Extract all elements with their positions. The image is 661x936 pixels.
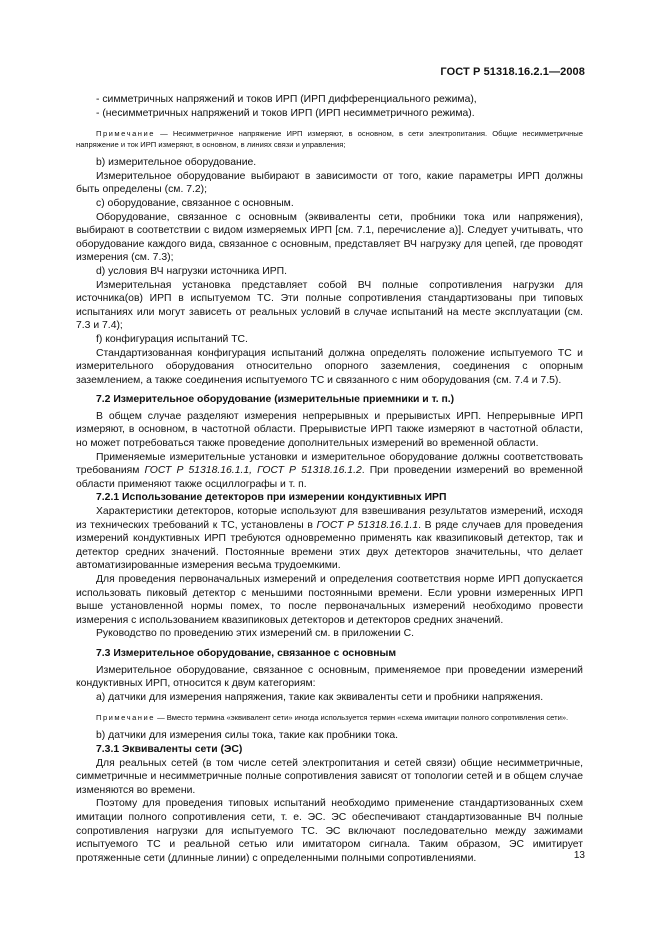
section-7-3-1-paragraph-2: Поэтому для проведения типовых испытаний необходимо применение стандартизованных схем имитации полного сопротивления сети, т. е. ЭС. ЭС обеспечивают стандартизованные ВЧ полные сопротивления нагрузки для испытуемого ТС. ЭС включают последовательно между зажимами испытуемого ТС и реальной сетью или имитатором сигнала. Таким образом, ЭС имитирует протяженные сети (длинные линии) с определенными полными сопротивлениями. [76, 798, 583, 864]
list-item-asymmetric: - (несимметричных напряжений и токов ИРП (ИРП несимметричного режима). [96, 107, 475, 119]
paragraph-config: Стандартизованная конфигурация испытаний должна определять положение испытуемого ТС и измерительного оборудования относительно опорного заземления, соединения с опорным заземлением, а также соединения испытуемого ТС и связанного с ним оборудования (см. 7.4 и 7.5). [76, 347, 583, 386]
section-7-3-item-a: а) датчики для измерения напряжения, такие как эквиваленты сети и пробники напряжения. [96, 691, 544, 703]
item-f-heading: f) конфигурация испытаний ТС. [96, 333, 248, 345]
document-header: ГОСТ Р 51318.16.2.1—2008 [440, 66, 585, 78]
section-7-3-item-b: b) датчики для измерения силы тока, такие как пробники тока. [96, 730, 399, 742]
section-7-2-1-p1-start: Характеристики детекторов, которые используют для взвешивания результатов измерений, исходя из технических требований к ТС, установлены в [76, 506, 583, 531]
section-7-3-1-paragraph-1: Для реальных сетей (в том числе сетей электропитания и сетей связи) общие несимметричные, симметричные и несимметричные полные сопротивления зависят от топологии сетей и в общем случае изменяются во времени. [76, 757, 583, 796]
section-7-2-p2-end: . При проведении измерений во временной области применяют также осциллографы и т. п. [76, 465, 583, 490]
section-7-2-1-paragraph-1 [76, 505, 583, 573]
note-1 [76, 128, 583, 150]
paragraph-measure-select: Измерительное оборудование выбирают в зависимости от того, какие параметры ИРП должны быть определены (см. 7.2); [76, 170, 583, 196]
section-7-2-1-paragraph-3: Руководство по проведению этих измерений см. в приложении С. [96, 628, 415, 640]
section-7-2-p2-reference: ГОСТ Р 51318.16.1.1, ГОСТ Р 51318.16.1.2 [144, 465, 362, 477]
section-7-2-1-p1-reference: ГОСТ Р 51318.16.1.1 [316, 519, 419, 531]
note-1-text: — Несимметричное напряжение ИРП измеряют, в основном, в сети электропитания. Общие несимметричные напряжение и ток ИРП измеряют, в основном, в линиях связи и управления; [76, 129, 583, 150]
section-7-2-paragraph-1: В общем случае разделяют измерения непрерывных и прерывистых ИРП. Непрерывные ИРП измеряют, в основном, в частотной области. Прерывистые ИРП также измеряют в частотной области, но может потребоваться также проведение дополнительных измерений во временной области. [76, 410, 583, 450]
paragraph-associated: Оборудование, связанное с основным (эквиваленты сети, пробники тока или напряжения), выбирают в соответствии с видом измеряемых ИРП [см. 7.1, перечисление а)]. Следует учитывать, что оборудование каждого вида, связанное с основным, представляет ВЧ нагрузку для цепей, где проводят измерения (см. 7.3); [76, 211, 583, 264]
note-2 [76, 712, 583, 723]
note-2-label: Примечание [96, 713, 155, 723]
document-body [76, 93, 583, 865]
section-7-3-paragraph-1: Измерительное оборудование, связанное с основным, применяемое при проведении измерений кондуктивных ИРП, относится к двум категориям: [76, 664, 583, 690]
page-number: 13 [573, 850, 585, 861]
item-c-heading: c) оборудование, связанное с основным. [96, 197, 294, 209]
item-b-heading: b) измерительное оборудование. [96, 157, 257, 169]
section-7-3-1-heading: 7.3.1 Эквиваленты сети (ЭС) [96, 743, 243, 755]
section-7-2-paragraph-2 [76, 451, 583, 492]
note-2-text: — Вместо термина «эквивалент сети» иногда используется термин «схема имитации полного сопротивления сети». [157, 713, 569, 723]
section-7-2-p2-start: Применяемые измерительные установки и измерительное оборудование должны соответствовать требованиям [76, 451, 583, 477]
section-7-2-heading: 7.2 Измерительное оборудование (измерительные приемники и т. п.) [96, 394, 455, 406]
list-item-symmetric: - симметричных напряжений и токов ИРП (ИРП дифференциального режима), [96, 94, 477, 105]
item-d-heading: d) условия ВЧ нагрузки источника ИРП. [96, 265, 287, 277]
section-7-2-1-p1-end: . В ряде случаев для проведения измерений кондуктивных ИРП требуются одновременно применять как квазипиковый детектор, так и детектор средних значений. Постоянные времени этих двух детекторов значительны, что делает автоматизированные измерения весьма трудоемкими. [76, 519, 583, 572]
section-7-3-heading: 7.3 Измерительное оборудование, связанное с основным [96, 647, 397, 659]
note-1-label: Примечание [96, 129, 155, 139]
section-7-2-1-heading: 7.2.1 Использование детекторов при измерении кондуктивных ИРП [96, 492, 447, 504]
section-7-2-1-paragraph-2: Для проведения первоначальных измерений и определения соответствия норме ИРП допускается использовать пиковый детектор с меньшими постоянными времени. Если уровни измеренных ИРП выше установленной нормы помех, то после первоначальных измерений необходимо провести измерения с использованием квазипиковых детекторов и детекторов средних значений. [76, 574, 583, 626]
paragraph-load: Измерительная установка представляет собой ВЧ полные сопротивления нагрузки для источника(ов) ИРП в испытуемом ТС. Эти полные сопротивления стандартизованы при типовых испытаниях или могут зависеть от реальных условий в случае испытаний на месте эксплуатации (см. 7.3 и 7.4); [76, 279, 583, 332]
